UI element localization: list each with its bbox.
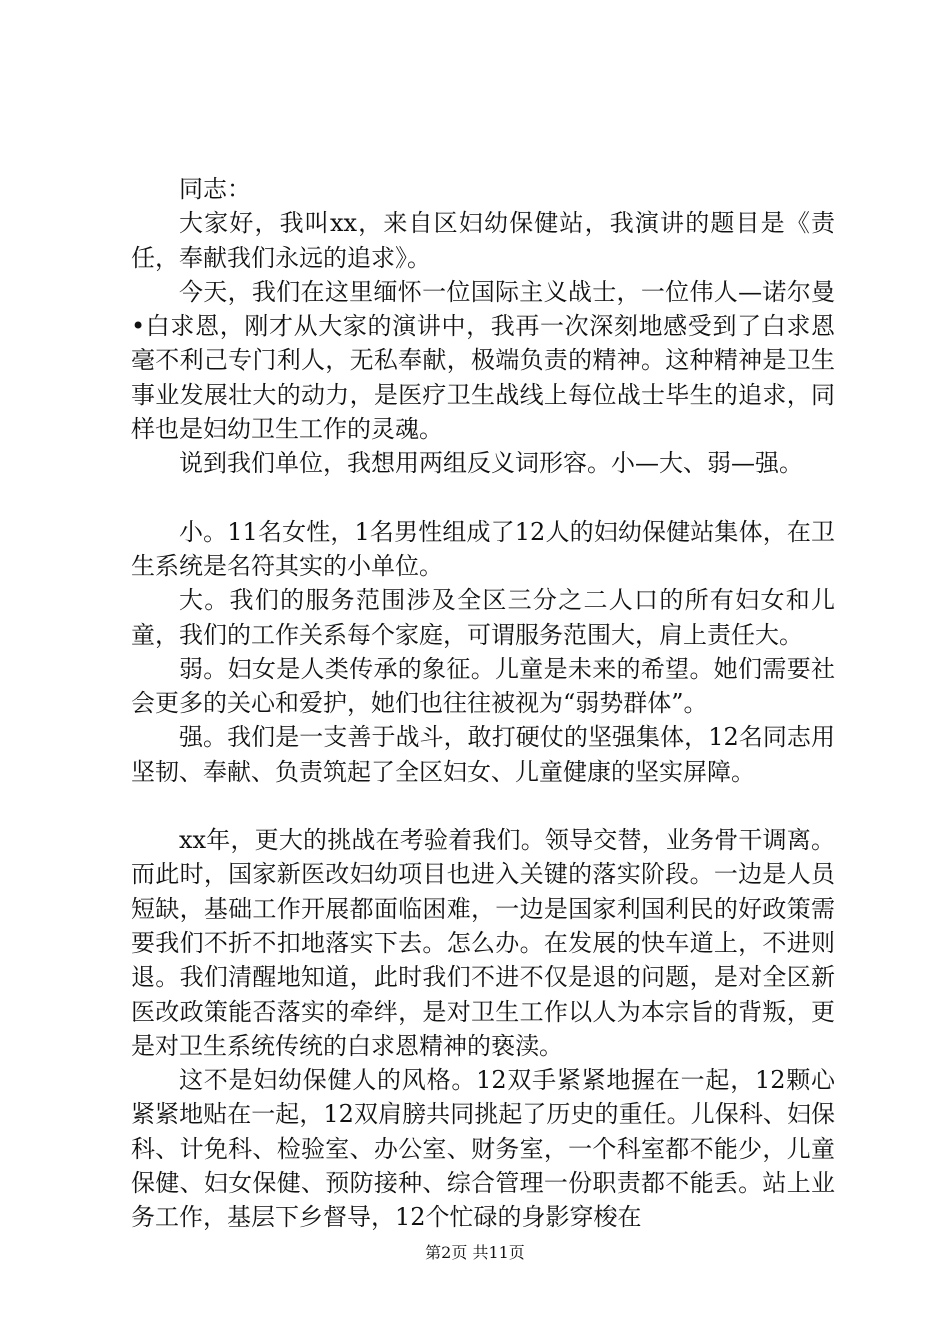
paragraph-teamwork: 这不是妇幼保健人的风格。12双手紧紧地握在一起，12颗心紧紧地贴在一起，12双肩膀共同挑起了历史的重任。儿保科、妇保科、计免科、检验室、办公室、财务室，一个科室都不能少，儿童保健、妇女保健、预防接种、综合管理一份职责都不能丢。站上业务工作，基层下乡督导，12个忙碌的身影穿梭在 bbox=[131, 1066, 835, 1232]
paragraph-bethune: 今天，我们在这里缅怀一位国际主义战士，一位伟人—诺尔曼•白求恩，刚才从大家的演讲中，我再一次深刻地感受到了白求恩毫不利己专门利人，无私奉献，极端负责的精神。这种精神是卫生事业发展壮大的动力，是医疗卫生战线上每位战士毕生的追求，同样也是妇幼卫生工作的灵魂。 bbox=[131, 277, 835, 444]
salutation: 同志： bbox=[179, 175, 251, 203]
paragraph-small: 小。11名女性，1名男性组成了12人的妇幼保健站集体，在卫生系统是名符其实的小单位。 bbox=[131, 517, 835, 580]
document-body bbox=[131, 172, 835, 1235]
paragraph-challenge: xx年，更大的挑战在考验着我们。领导交替，业务骨干调离。而此时，国家新医改妇幼项目也进入关键的落实阶段。一边是人员短缺，基础工作开展都面临困难，一边是国家利国利民的好政策需要我们不折不扣地落实下去。怎么办。在发展的快车道上，不进则退。我们清醒地知道，此时我们不进不仅是退的问题，是对全区新医改政策能否落实的牵绊，是对卫生工作以人为本宗旨的背叛，更是对卫生系统传统的白求恩精神的亵渎。 bbox=[131, 826, 835, 1060]
paragraph-antonyms: 说到我们单位，我想用两组反义词形容。小—大、弱—强。 bbox=[179, 449, 803, 478]
page-number: 第2页 共11页 bbox=[425, 1243, 525, 1262]
paragraph-weak: 弱。妇女是人类传承的象征。儿童是未来的希望。她们需要社会更多的关心和爱护，她们也往往被视为“弱势群体”。 bbox=[131, 654, 835, 718]
paragraph-big: 大。我们的服务范围涉及全区三分之二人口的所有妇女和儿童，我们的工作关系每个家庭，可谓服务范围大，肩上责任大。 bbox=[131, 586, 835, 649]
paragraph-strong: 强。我们是一支善于战斗，敢打硬仗的坚强集体，12名同志用坚韧、奉献、负责筑起了全区妇女、儿童健康的坚实屏障。 bbox=[131, 723, 835, 786]
paragraph-intro: 大家好，我叫xx，来自区妇幼保健站，我演讲的题目是《责任，奉献我们永远的追求》。 bbox=[131, 209, 835, 272]
